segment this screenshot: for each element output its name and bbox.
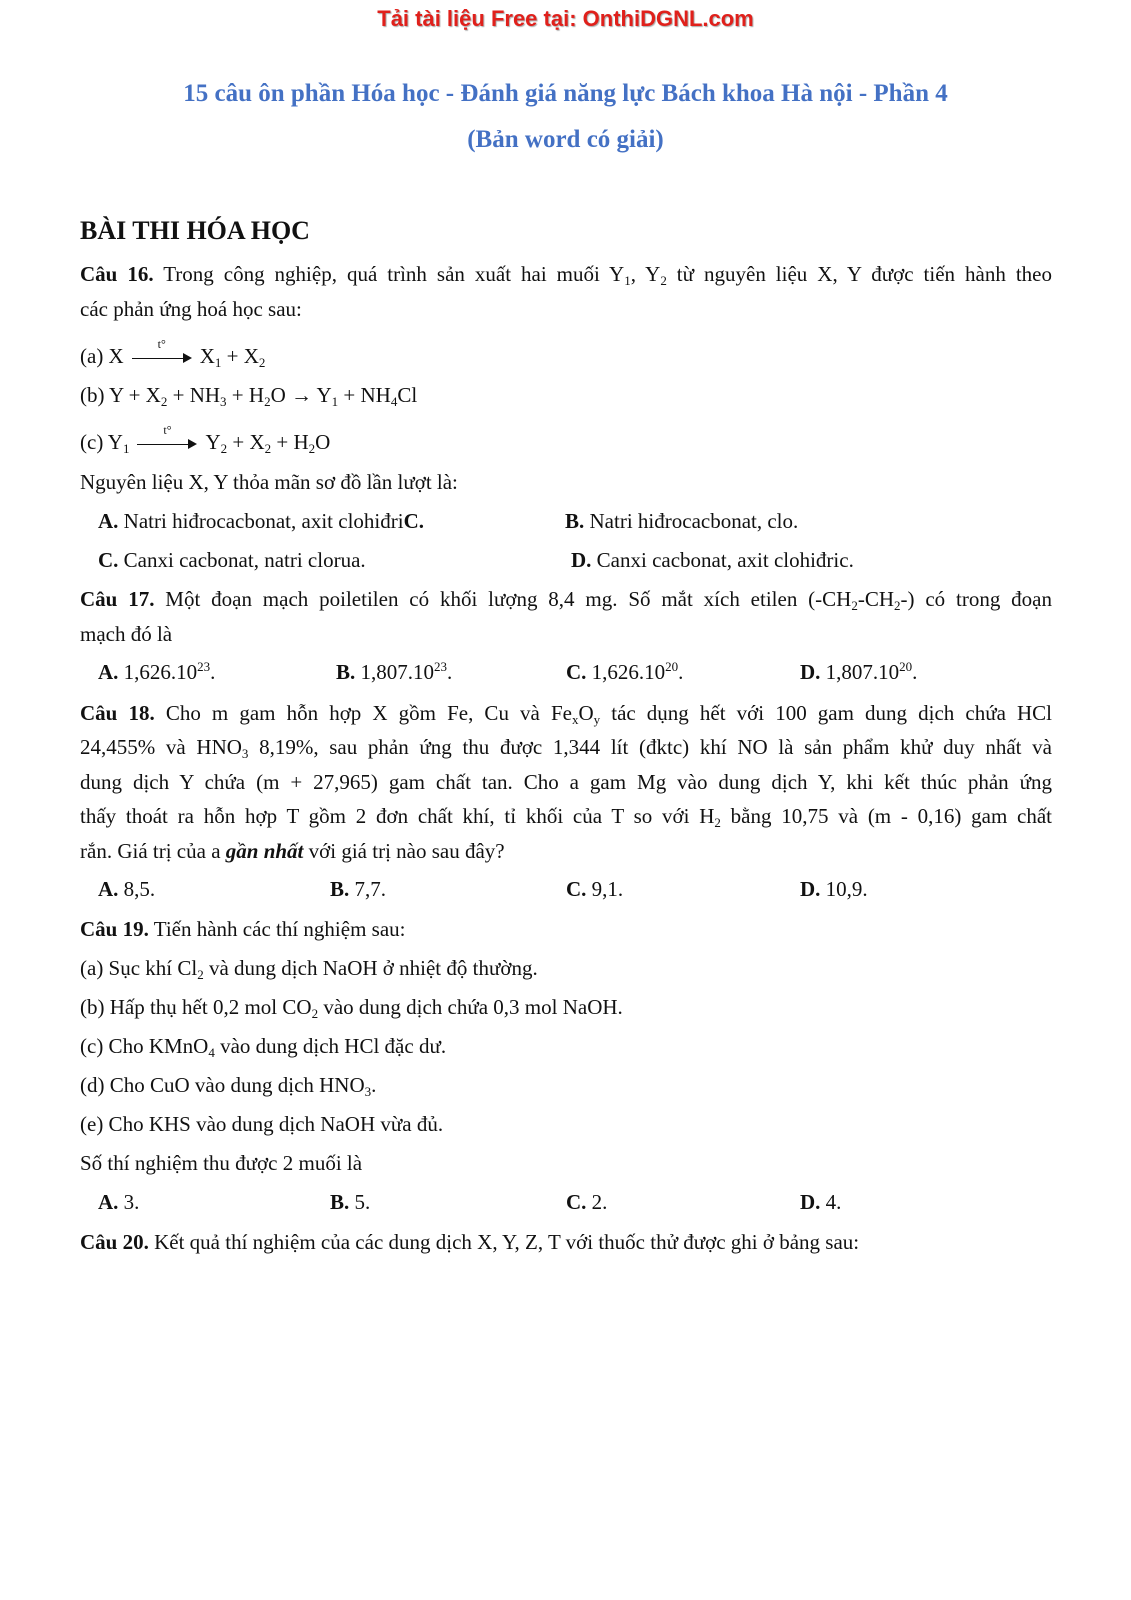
q16-reaction-a: (a) X t° $X_1 + X_2$: [80, 337, 266, 370]
q16-stem-line2: các phản ứng hoá học sau:: [80, 297, 302, 321]
q17-label: Câu 17.: [80, 587, 155, 611]
q20-label: Câu 20.: [80, 1230, 149, 1254]
q19-item-b: (b) Hấp thụ hết 0,2 mol $CO_2$ vào dung dịch chứa 0,3 mol NaOH.: [80, 995, 623, 1021]
page-title: 15 câu ôn phần Hóa học - Đánh giá năng lực Bách khoa Hà nội - Phần 4: [183, 80, 948, 107]
q17-stem-line2: mạch đó là: [80, 622, 173, 646]
q18-label: Câu 18.: [80, 701, 155, 725]
q16-reaction-c: (c) $Y_1$ t° $Y_2 + X_2 + H_2O$: [80, 423, 331, 456]
page-subtitle: (Bản word có giải): [467, 126, 664, 153]
q18-stem-line5: rắn. Giá trị của a gần nhất với giá trị nào sau đây?: [80, 839, 505, 863]
q20-stem: Câu 20. Kết quả thí nghiệm của các dung dịch X, Y, Z, T với thuốc thử được ghi ở bảng sau:: [80, 1230, 860, 1254]
q19-item-e: (e) Cho KHS vào dung dịch NaOH vừa đủ.: [80, 1112, 444, 1136]
q18-stem-line3: dung dịch Y chứa (m + 27,965) gam chất tan. Cho a gam Mg vào dung dịch Y, khi kết thúc phản ứng: [80, 770, 1052, 794]
q16-option-b[interactable]: B. Natri hiđrocacbonat, clo.: [565, 509, 799, 533]
q18-stem-line1: Câu 18. Cho m gam hỗn hợp X gồm Fe, Cu và $Fe_xO_y$ tác dụng hết với 100 gam dung dịch chứa HCl: [80, 701, 1053, 727]
reaction-arrow-icon: t°: [137, 435, 197, 451]
section-heading: BÀI THI HÓA HỌC: [80, 216, 310, 245]
q19-option-c[interactable]: C. 2.: [566, 1190, 608, 1214]
q18-option-b[interactable]: B. 7,7.: [330, 877, 387, 901]
q19-item-a: (a) Sục khí $Cl_2$ và dung dịch NaOH ở nhiệt độ thường.: [80, 956, 538, 982]
q19-label: Câu 19.: [80, 917, 149, 941]
q19-item-d: (d) Cho CuO vào dung dịch $HNO_3$.: [80, 1073, 377, 1099]
q18-option-d[interactable]: D. 10,9.: [800, 877, 868, 901]
q19-item-c: (c) Cho KMnO$_4$ vào dung dịch HCl đặc dư.: [80, 1034, 447, 1060]
q17-option-a[interactable]: A. 1,626.10$^{23}$.: [98, 659, 216, 684]
q19-option-b[interactable]: B. 5.: [330, 1190, 371, 1214]
q17-option-c[interactable]: C. 1,626.10$^{20}$.: [566, 659, 684, 684]
q19-option-a[interactable]: A. 3.: [98, 1190, 140, 1214]
q16-option-a[interactable]: A. Natri hiđrocacbonat, axit clohiđriC.: [98, 509, 424, 533]
q19-option-d[interactable]: D. 4.: [800, 1190, 842, 1214]
download-banner[interactable]: Tải tài liệu Free tại: OnthiDGNL.com: [377, 6, 754, 31]
q17-option-d[interactable]: D. 1,807.10$^{20}$.: [800, 659, 918, 684]
q16-stem-line1: Câu 16. Trong công nghiệp, quá trình sản xuất hai muối $Y_1$, $Y_2$ từ nguyên liệu X, Y được tiến hành theo: [80, 262, 1052, 288]
reaction-arrow-icon: t°: [132, 349, 192, 365]
q16-option-c[interactable]: C. Canxi cacbonat, natri clorua.: [98, 548, 366, 572]
q16-question: Nguyên liệu X, Y thỏa mãn sơ đồ lần lượt là:: [80, 470, 458, 494]
q16-reaction-b: (b) $Y + X_2 + NH_3 + H_2O \to Y_1 + NH_4Cl$: [80, 383, 418, 409]
q18-stem-line4: thấy thoát ra hỗn hợp T gồm 2 đơn chất khí, tỉ khối của T so với $H_2$ bằng 10,75 và (m - 0,16) gam chất: [80, 804, 1053, 830]
q18-option-c[interactable]: C. 9,1.: [566, 877, 624, 901]
q17-stem-line1: Câu 17. Một đoạn mạch poiletilen có khối lượng 8,4 mg. Số mắt xích etilen $(-CH_2-CH_2-)$ có trong đoạn: [80, 587, 1052, 613]
q16-option-d[interactable]: D. Canxi cacbonat, axit clohiđric.: [571, 548, 854, 572]
q18-stem-line2: 24,455% và $HNO_3$ 8,19%, sau phản ứng thu được 1,344 lít (đktc) khí NO là sản phẩm khử duy nhất và: [80, 735, 1053, 761]
q16-label: Câu 16.: [80, 262, 154, 286]
q19-stem: Câu 19. Tiến hành các thí nghiệm sau:: [80, 917, 406, 941]
q19-question: Số thí nghiệm thu được 2 muối là: [80, 1151, 363, 1175]
q18-option-a[interactable]: A. 8,5.: [98, 877, 156, 901]
q17-option-b[interactable]: B. 1,807.10$^{23}$.: [336, 659, 453, 684]
